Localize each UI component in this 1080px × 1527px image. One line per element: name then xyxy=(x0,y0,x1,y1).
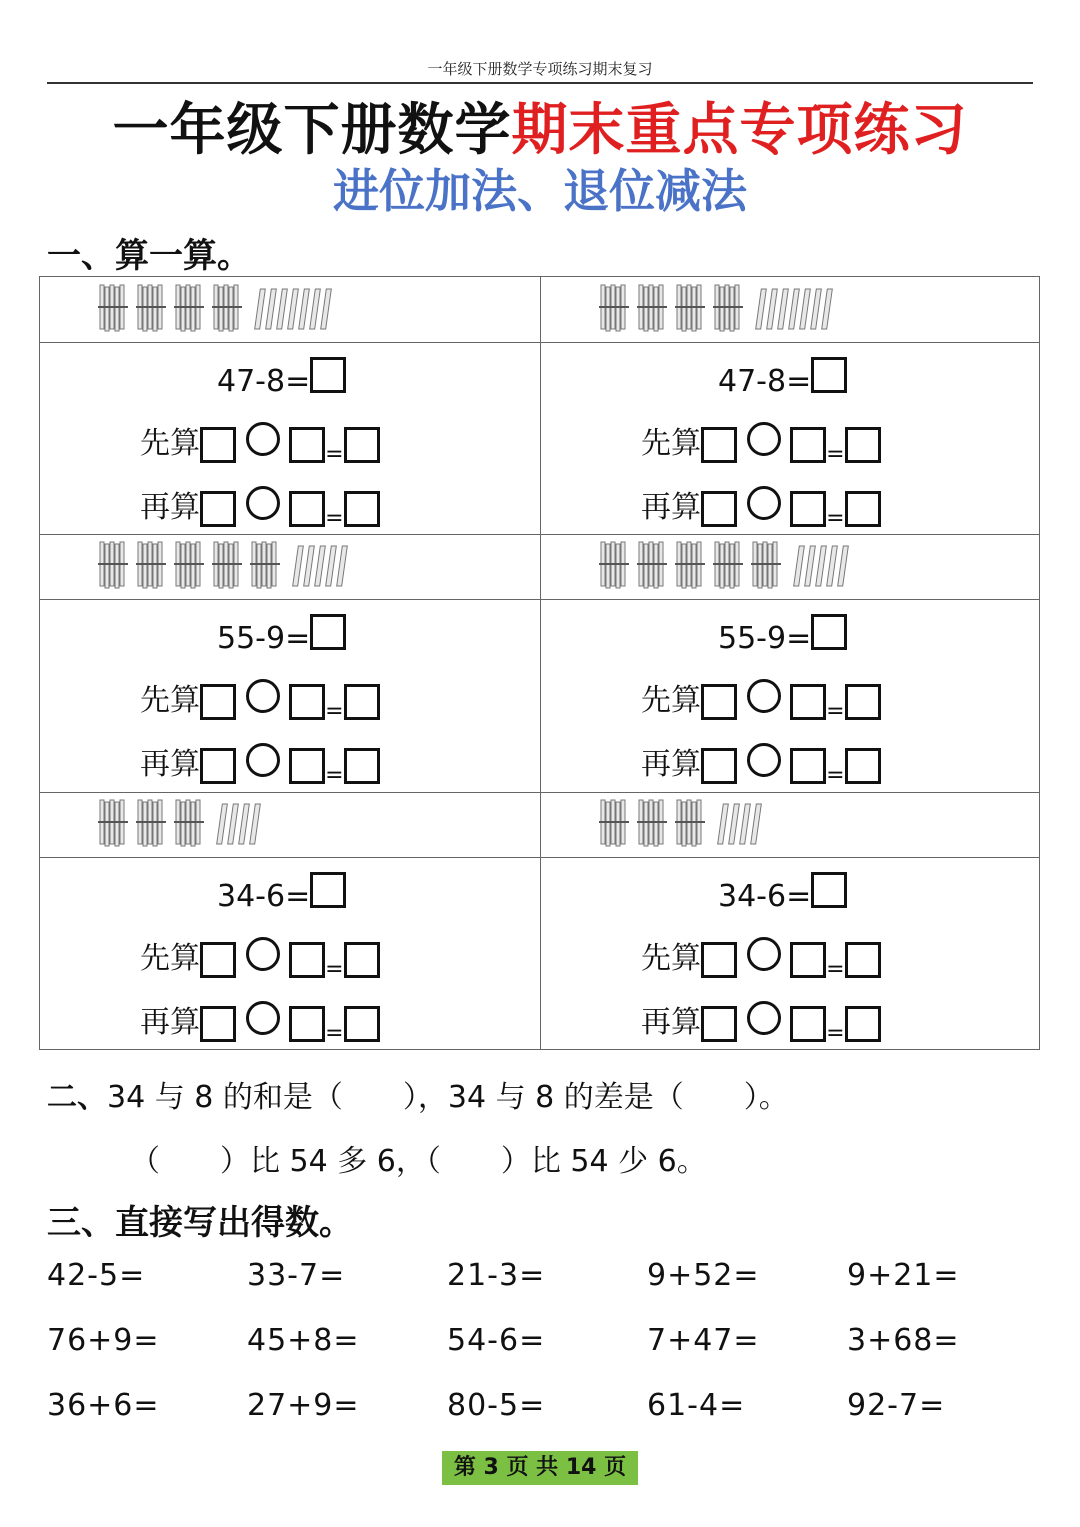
single-stick xyxy=(827,546,838,586)
first-step-row xyxy=(641,933,881,982)
second-step-label: 再算 xyxy=(641,490,701,525)
equals-sign: = xyxy=(325,699,344,724)
operator-circle[interactable] xyxy=(246,937,280,971)
single-stick xyxy=(288,289,299,329)
operator-circle[interactable] xyxy=(246,743,280,777)
first-step-row xyxy=(641,418,881,467)
single-stick xyxy=(756,289,767,329)
counting-sticks-illustration xyxy=(541,277,1041,341)
calc-problem: 33-7= xyxy=(247,1258,346,1293)
calc-problem: 36+6= xyxy=(47,1388,160,1423)
calc-problem: 61-4= xyxy=(647,1388,746,1423)
counting-sticks-illustration xyxy=(40,792,540,856)
operator-circle[interactable] xyxy=(246,679,280,713)
calc-problem: 80-5= xyxy=(447,1388,546,1423)
step-box[interactable] xyxy=(790,1006,826,1042)
equation-cell xyxy=(541,857,1041,1049)
answer-box[interactable] xyxy=(811,872,847,908)
single-stick xyxy=(778,289,789,329)
single-stick xyxy=(838,546,849,586)
step-box[interactable] xyxy=(701,427,737,463)
operator-circle[interactable] xyxy=(747,679,781,713)
equals-sign: = xyxy=(826,506,845,531)
calc-problem: 45+8= xyxy=(247,1323,360,1358)
equals-sign: = xyxy=(826,442,845,467)
sticks-picture xyxy=(40,534,540,599)
first-step-row xyxy=(140,418,380,467)
step-result-box[interactable] xyxy=(344,427,380,463)
more-question: ）比 54 多 6，（ xyxy=(220,1144,441,1179)
step-box[interactable] xyxy=(289,942,325,978)
difference-question: ），34 与 8 的差是（ xyxy=(402,1080,684,1115)
page-title xyxy=(0,86,1080,166)
step-box[interactable] xyxy=(200,748,236,784)
calc-problem: 27+9= xyxy=(247,1388,360,1423)
step-box[interactable] xyxy=(289,748,325,784)
equals-sign: = xyxy=(325,957,344,982)
second-step-label: 再算 xyxy=(140,747,200,782)
equation-text: 55-9= xyxy=(718,621,812,656)
equation-text: 34-6= xyxy=(718,879,812,914)
equals-sign: = xyxy=(325,442,344,467)
equation-text: 34-6= xyxy=(217,879,311,914)
operator-circle[interactable] xyxy=(246,486,280,520)
answer-box[interactable] xyxy=(811,614,847,650)
single-stick xyxy=(299,289,310,329)
section2-line1 xyxy=(47,1072,789,1116)
step-box[interactable] xyxy=(701,491,737,527)
single-stick xyxy=(255,289,266,329)
step-result-box[interactable] xyxy=(344,491,380,527)
title-black: 一年级下册数学 xyxy=(112,98,512,163)
equation-cell xyxy=(40,342,540,534)
first-step-row xyxy=(140,675,380,724)
single-stick xyxy=(751,804,762,844)
single-stick xyxy=(800,289,811,329)
single-stick xyxy=(337,546,348,586)
first-step-label: 先算 xyxy=(140,683,200,718)
answer-box[interactable] xyxy=(310,614,346,650)
single-stick xyxy=(310,289,321,329)
equation-cell xyxy=(541,342,1041,534)
sticks-picture xyxy=(541,534,1041,599)
page-footer: 第 3 页 共 14 页 xyxy=(442,1451,638,1485)
operator-circle[interactable] xyxy=(747,422,781,456)
second-step-label: 再算 xyxy=(140,490,200,525)
title-red: 期末重点专项练习 xyxy=(511,98,968,163)
single-stick xyxy=(740,804,751,844)
counting-sticks-illustration xyxy=(40,534,540,598)
equation-text: 55-9= xyxy=(217,621,311,656)
step-box[interactable] xyxy=(701,684,737,720)
second-step-label: 再算 xyxy=(641,1005,701,1040)
paren-open: （ xyxy=(130,1144,160,1179)
single-stick xyxy=(239,804,250,844)
sticks-picture xyxy=(541,792,1041,857)
step-result-box[interactable] xyxy=(845,684,881,720)
step-result-box[interactable] xyxy=(845,491,881,527)
equation xyxy=(217,621,346,658)
single-stick xyxy=(293,546,304,586)
second-step-label: 再算 xyxy=(140,1005,200,1040)
equation xyxy=(718,621,847,658)
step-box[interactable] xyxy=(790,942,826,978)
first-step-label: 先算 xyxy=(140,941,200,976)
equals-sign: = xyxy=(325,763,344,788)
step-box[interactable] xyxy=(790,427,826,463)
calc-problem: 3+68= xyxy=(847,1323,960,1358)
single-stick xyxy=(326,546,337,586)
operator-circle[interactable] xyxy=(747,1001,781,1035)
section3-heading: 三、直接写出得数。 xyxy=(47,1203,353,1243)
second-step-row xyxy=(641,482,881,531)
sum-question: 34 与 8 的和是（ xyxy=(107,1080,343,1115)
step-box[interactable] xyxy=(200,684,236,720)
section2-line2 xyxy=(130,1136,707,1180)
end-punct: ）。 xyxy=(743,1080,789,1115)
step-box[interactable] xyxy=(790,684,826,720)
single-stick xyxy=(277,289,288,329)
step-box[interactable] xyxy=(790,491,826,527)
operator-circle[interactable] xyxy=(747,937,781,971)
single-stick xyxy=(304,546,315,586)
second-step-row xyxy=(140,482,380,531)
equation xyxy=(718,879,847,916)
running-header: 一年级下册数学专项练习期末复习 xyxy=(427,60,653,78)
calc-problem: 42-5= xyxy=(47,1258,146,1293)
operator-circle[interactable] xyxy=(246,1001,280,1035)
first-step-label: 先算 xyxy=(641,426,701,461)
step-box[interactable] xyxy=(701,1006,737,1042)
operator-circle[interactable] xyxy=(747,486,781,520)
calc-problem: 76+9= xyxy=(47,1323,160,1358)
worksheet-table xyxy=(39,276,1040,1050)
single-stick xyxy=(217,804,228,844)
step-box[interactable] xyxy=(200,427,236,463)
step-box[interactable] xyxy=(701,748,737,784)
single-stick xyxy=(794,546,805,586)
calc-problem: 54-6= xyxy=(447,1323,546,1358)
step-result-box[interactable] xyxy=(845,748,881,784)
equals-sign: = xyxy=(325,1021,344,1046)
equation-cell xyxy=(40,857,540,1049)
equation-cell xyxy=(541,599,1041,791)
step-box[interactable] xyxy=(289,684,325,720)
equals-sign: = xyxy=(826,699,845,724)
first-step-label: 先算 xyxy=(641,941,701,976)
step-box[interactable] xyxy=(200,1006,236,1042)
calc-problem: 9+21= xyxy=(847,1258,960,1293)
step-result-box[interactable] xyxy=(344,748,380,784)
less-question: ）比 54 少 6。 xyxy=(500,1144,707,1179)
step-result-box[interactable] xyxy=(845,942,881,978)
first-step-label: 先算 xyxy=(140,426,200,461)
single-stick xyxy=(321,289,332,329)
equation-text: 47-8= xyxy=(718,364,812,399)
step-box[interactable] xyxy=(790,748,826,784)
counting-sticks-illustration xyxy=(541,792,1041,856)
single-stick xyxy=(805,546,816,586)
single-stick xyxy=(789,289,800,329)
answer-box[interactable] xyxy=(310,872,346,908)
equation xyxy=(718,364,847,401)
counting-sticks-illustration xyxy=(541,534,1041,598)
step-result-box[interactable] xyxy=(344,1006,380,1042)
calc-problem: 21-3= xyxy=(447,1258,546,1293)
page-subtitle: 进位加法、退位减法 xyxy=(333,164,747,218)
single-stick xyxy=(729,804,740,844)
second-step-label: 再算 xyxy=(641,747,701,782)
equation-text: 47-8= xyxy=(217,364,311,399)
operator-circle[interactable] xyxy=(246,422,280,456)
single-stick xyxy=(816,546,827,586)
equals-sign: = xyxy=(826,1021,845,1046)
equation xyxy=(217,364,346,401)
step-result-box[interactable] xyxy=(344,942,380,978)
step-result-box[interactable] xyxy=(845,427,881,463)
step-box[interactable] xyxy=(289,1006,325,1042)
sticks-picture xyxy=(541,277,1041,342)
single-stick xyxy=(266,289,277,329)
second-step-row xyxy=(140,997,380,1046)
header-rule xyxy=(47,82,1033,84)
first-step-label: 先算 xyxy=(641,683,701,718)
step-result-box[interactable] xyxy=(845,1006,881,1042)
calc-problem: 92-7= xyxy=(847,1388,946,1423)
single-stick xyxy=(822,289,833,329)
second-step-row xyxy=(641,739,881,788)
equals-sign: = xyxy=(325,506,344,531)
single-stick xyxy=(315,546,326,586)
answer-box[interactable] xyxy=(310,357,346,393)
step-box[interactable] xyxy=(200,491,236,527)
first-step-row xyxy=(641,675,881,724)
equals-sign: = xyxy=(826,957,845,982)
single-stick xyxy=(718,804,729,844)
answer-box[interactable] xyxy=(811,357,847,393)
second-step-row xyxy=(140,739,380,788)
equation xyxy=(217,879,346,916)
single-stick xyxy=(811,289,822,329)
sticks-picture xyxy=(40,277,540,342)
calc-problem: 7+47= xyxy=(647,1323,760,1358)
sticks-picture xyxy=(40,792,540,857)
section2-heading: 二、 xyxy=(47,1080,107,1115)
step-box[interactable] xyxy=(701,942,737,978)
single-stick xyxy=(250,804,261,844)
step-box[interactable] xyxy=(200,942,236,978)
counting-sticks-illustration xyxy=(40,277,540,341)
first-step-row xyxy=(140,933,380,982)
equation-cell xyxy=(40,599,540,791)
second-step-row xyxy=(641,997,881,1046)
operator-circle[interactable] xyxy=(747,743,781,777)
single-stick xyxy=(767,289,778,329)
step-box[interactable] xyxy=(289,491,325,527)
step-result-box[interactable] xyxy=(344,684,380,720)
equals-sign: = xyxy=(826,763,845,788)
step-box[interactable] xyxy=(289,427,325,463)
calc-problem: 9+52= xyxy=(647,1258,760,1293)
section1-heading: 一、算一算。 xyxy=(47,236,251,276)
single-stick xyxy=(228,804,239,844)
